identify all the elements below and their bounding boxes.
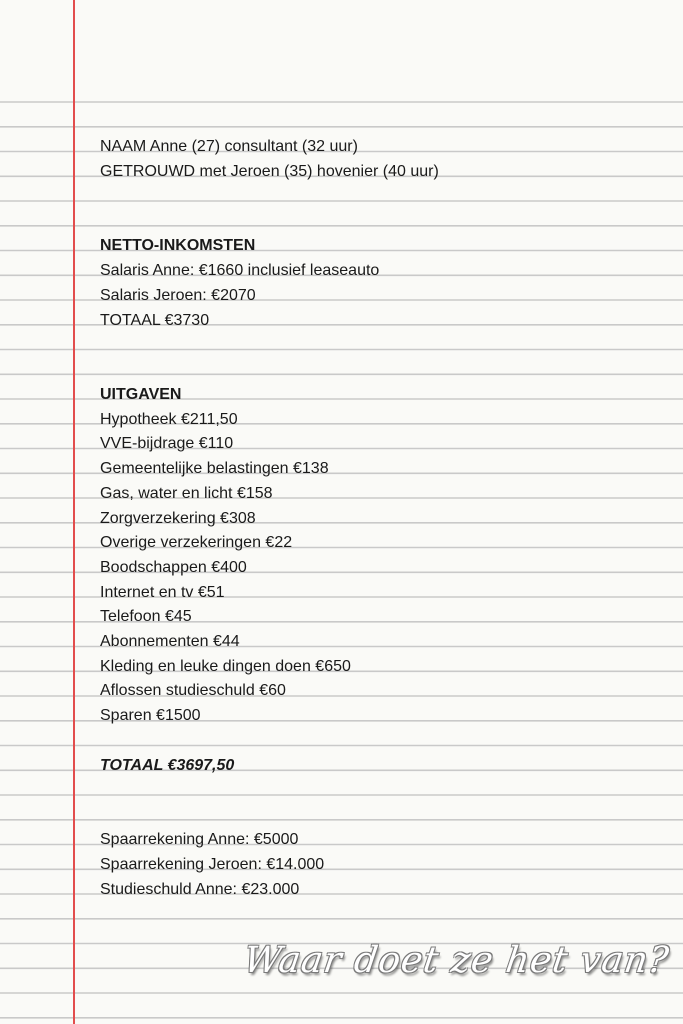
expense-item: Boodschappen €400 <box>100 559 247 576</box>
profile-name-line: NAAM Anne (27) consultant (32 uur) <box>100 138 358 155</box>
income-total: TOTAAL €3730 <box>100 312 210 329</box>
profile-married-line: GETROUWD met Jeroen (35) hovenier (40 uur) <box>100 163 439 180</box>
expense-item: Aflossen studieschuld €60 <box>100 682 286 699</box>
income-item: Salaris Anne: €1660 inclusief leaseauto <box>100 262 380 279</box>
debt-item: Studieschuld Anne: €23.000 <box>100 881 300 898</box>
expense-item: Abonnementen €44 <box>100 633 240 650</box>
expense-item: VVE-bijdrage €110 <box>100 435 234 452</box>
expense-item: Hypotheek €211,50 <box>100 411 238 428</box>
expense-item: Sparen €1500 <box>100 707 201 724</box>
expense-item: Telefoon €45 <box>100 608 192 625</box>
expenses-total: TOTAAL €3697,50 <box>100 757 235 774</box>
watermark-logo: Waar doet ze het van? <box>241 940 672 981</box>
savings-item: Spaarrekening Jeroen: €14.000 <box>100 856 325 873</box>
expense-item: Kleding en leuke dingen doen €650 <box>100 658 351 675</box>
expense-item: Gemeentelijke belastingen €138 <box>100 460 329 477</box>
expense-item: Overige verzekeringen €22 <box>100 534 293 551</box>
savings-item: Spaarrekening Anne: €5000 <box>100 831 299 848</box>
margin-line <box>73 0 75 1024</box>
expense-item: Gas, water en licht €158 <box>100 485 273 502</box>
expense-item: Zorgverzekering €308 <box>100 510 256 527</box>
expense-item: Internet en tv €51 <box>100 584 225 601</box>
income-item: Salaris Jeroen: €2070 <box>100 287 256 304</box>
income-heading: NETTO-INKOMSTEN <box>100 237 256 254</box>
expenses-heading: UITGAVEN <box>100 386 182 403</box>
